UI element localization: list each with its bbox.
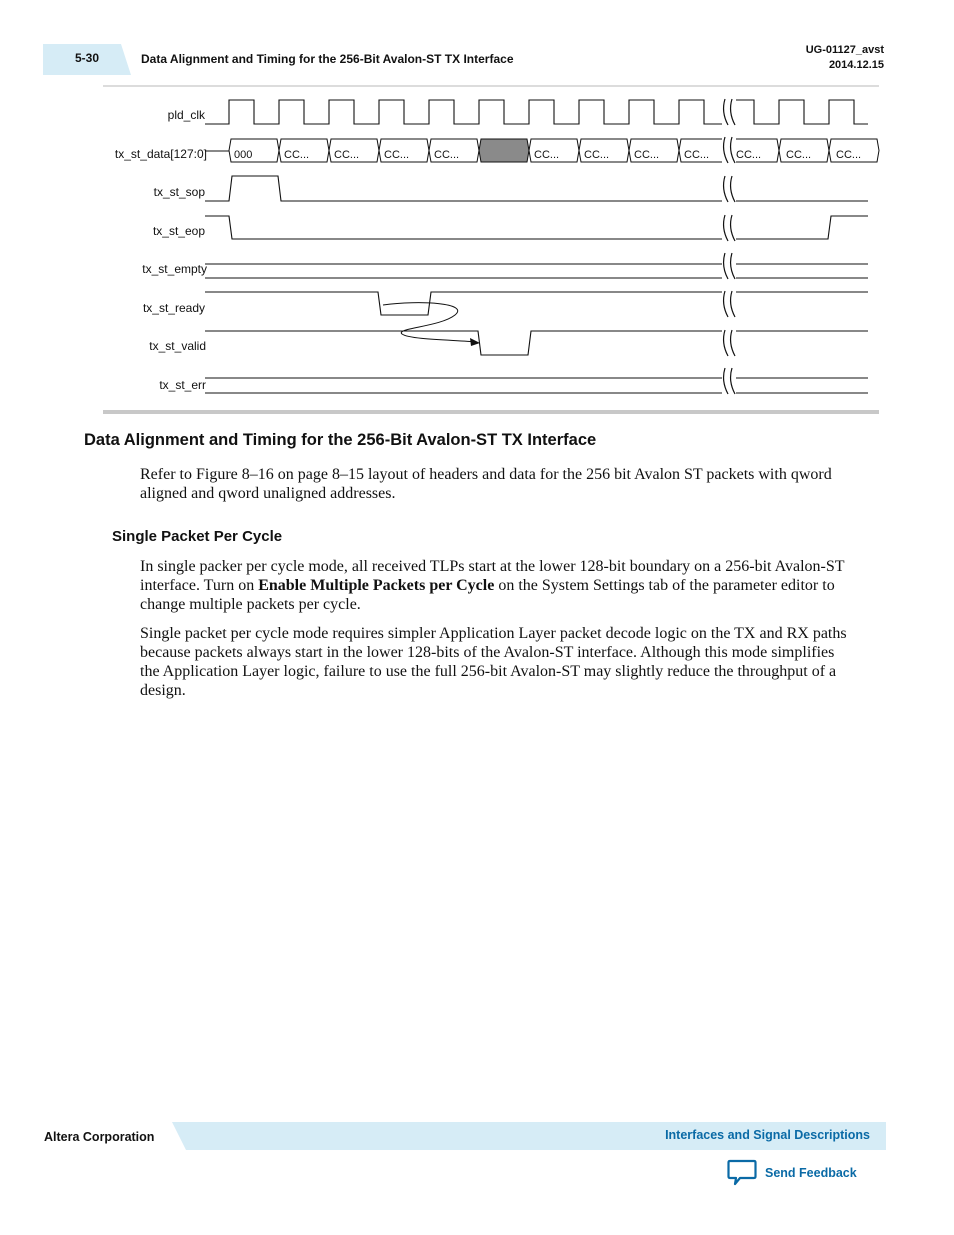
signal-label-tx-st-err: tx_st_err (159, 378, 206, 392)
data-cell: CC... (634, 149, 660, 161)
paragraph-text: In single packer per cycle mode, all received TLPs start at the lower 128-bit boundary on a 256-bit Avalon-ST interface. Turn on (140, 558, 845, 594)
data-cell: 000 (234, 149, 253, 161)
figure-bottom-rule (103, 410, 879, 414)
valid-waveform (205, 331, 868, 355)
data-cell: CC... (434, 149, 460, 161)
paragraph-single-packet (140, 557, 852, 614)
send-feedback-label: Send Feedback (765, 1165, 857, 1180)
signal-label-pld-clk: pld_clk (167, 108, 205, 122)
signal-label-tx-st-data: tx_st_data[127:0] (114, 147, 207, 161)
data-cell: CC... (334, 149, 360, 161)
data-cell: CC... (684, 149, 710, 161)
document-date: 2014.12.15 (828, 59, 884, 71)
signal-labels (115, 108, 207, 392)
data-cell: CC... (786, 149, 812, 161)
page-number: 5-30 (75, 51, 100, 65)
data-cell: CC... (534, 149, 560, 161)
document-id: UG-01127_avst (805, 44, 884, 56)
clock-waveform (205, 100, 868, 124)
speech-bubble-icon (727, 1159, 757, 1186)
section-heading: Data Alignment and Timing for the 256-Bit Avalon-ST TX Interface (84, 431, 597, 449)
send-feedback-button[interactable] (727, 1159, 857, 1186)
option-name: Enable Multiple Packets per Cycle (258, 577, 495, 594)
data-bus-segment (479, 139, 529, 162)
company-name: Altera Corporation (44, 1130, 155, 1144)
signal-label-tx-st-sop: tx_st_sop (153, 185, 205, 199)
paragraph-decode-logic: Single packet per cycle mode requires simpler Application Layer packet decode logic on the TX and RX paths because packets always start in the lower 128-bits of the Avalon-ST interface. Although this mode simplifies the Application Layer logic, failure to use the full 256-bit Avalon-ST may slightly reduce the throughput of a design. (140, 625, 847, 699)
paragraph-text: on the System Settings tab of the parameter editor to change multiple packets per cycle. (140, 577, 835, 613)
data-cell: CC... (584, 149, 610, 161)
data-cell: CC... (284, 149, 310, 161)
chapter-link[interactable]: Interfaces and Signal Descriptions (665, 1128, 870, 1142)
signal-label-tx-st-valid: tx_st_valid (149, 339, 206, 353)
data-cell: CC... (836, 149, 862, 161)
eop-waveform (205, 216, 868, 239)
timing-diagram (0, 0, 954, 420)
signal-label-tx-st-empty: tx_st_empty (142, 262, 207, 276)
causality-arrow (383, 303, 476, 342)
subsection-heading: Single Packet Per Cycle (112, 528, 283, 545)
data-cell: CC... (736, 149, 762, 161)
intro-paragraph: Refer to Figure 8–16 on page 8–15 layout of headers and data for the 256 bit Avalon ST packets with qword aligned and qword unaligned addresses. (140, 466, 832, 502)
signal-label-tx-st-ready: tx_st_ready (142, 301, 205, 315)
ready-waveform (205, 292, 868, 315)
signal-label-tx-st-eop: tx_st_eop (152, 224, 205, 238)
data-cell: CC... (384, 149, 410, 161)
waveforms (205, 98, 879, 395)
running-header-title: Data Alignment and Timing for the 256-Bit Avalon-ST TX Interface (141, 52, 514, 66)
sop-waveform (205, 176, 868, 201)
